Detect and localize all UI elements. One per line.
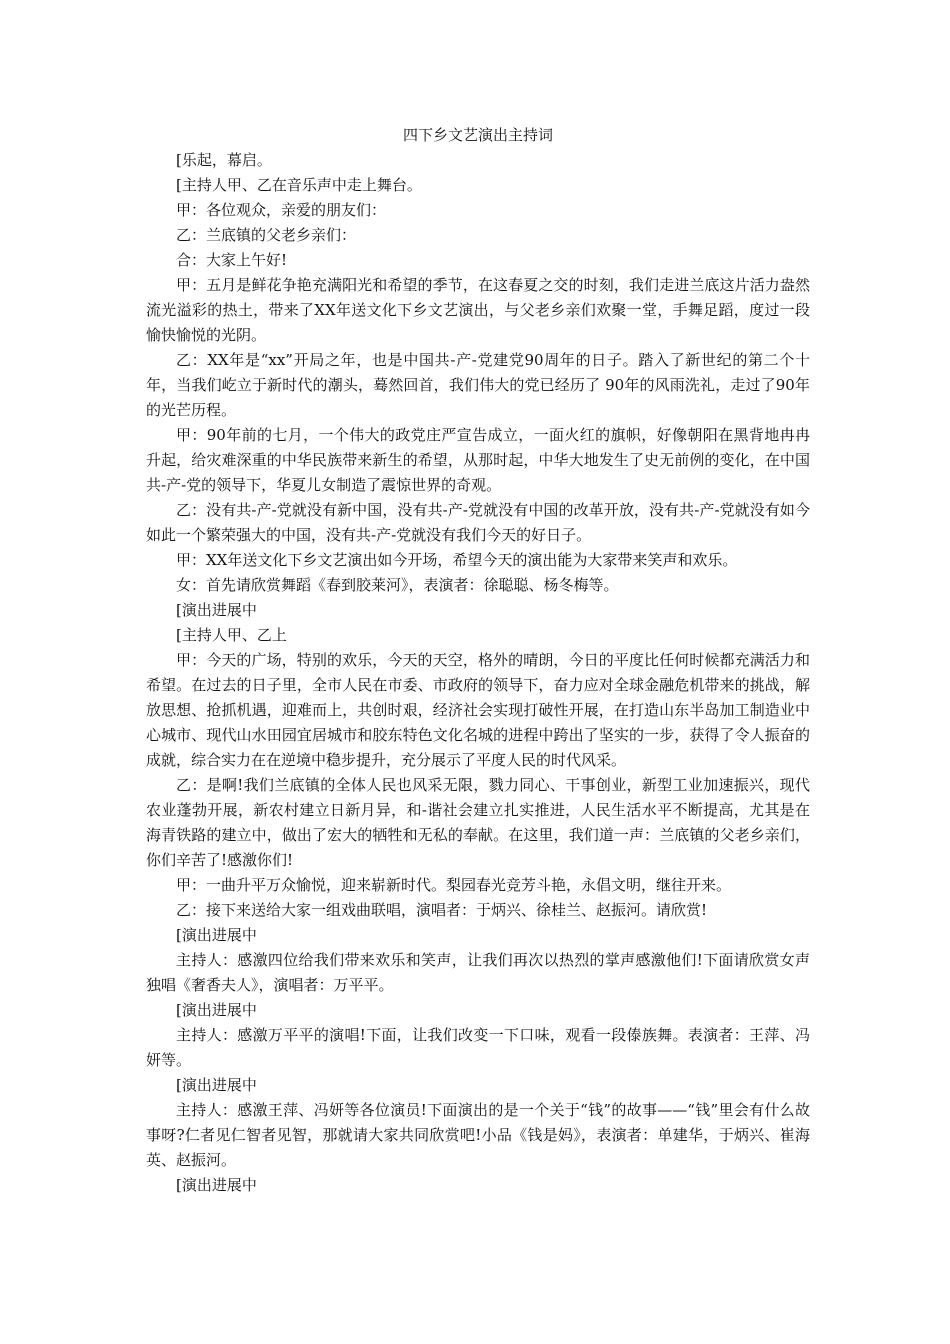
paragraph: 甲：XX年送文化下乡文艺演出如今开场，希望今天的演出能为大家带来笑声和欢乐。 [176, 551, 738, 569]
paragraph: [乐起，幕启。 [176, 151, 272, 169]
paragraph: 甲：90年前的七月，一个伟大的政党庄严宣告成立，一面火红的旗帜，好像朝阳在黑背地冉冉升起，给灾难深重的中华民族带来新生的希望，从那时起，中华大地发生了史无前例的变化，在中国共-产-党的领导下，华夏儿女制造了震惊世界的奇观。 [146, 426, 810, 494]
paragraph: [演出进展中 [176, 1076, 257, 1094]
paragraph: 乙：没有共-产-党就没有新中国，没有共-产-党就没有中国的改革开放，没有共-产-党就没有如今如此一个繁荣强大的中国，没有共-产-党就没有我们今天的好日子。 [146, 501, 810, 544]
paragraph: [演出进展中 [176, 1001, 257, 1019]
paragraph: [演出进展中 [176, 601, 257, 619]
paragraph: 甲：各位观众，亲爱的朋友们： [176, 201, 387, 219]
paragraph: [演出进展中 [176, 926, 257, 944]
paragraph: 甲：一曲升平万众愉悦，迎来崭新时代。梨园春光竞芳斗艳，永倡文明，继往开来。 [176, 876, 732, 894]
document-page [146, 122, 810, 1198]
paragraph: 乙：接下来送给大家一组戏曲联唱，演唱者：于炳兴、徐桂兰、赵振河。请欣赏! [176, 901, 708, 919]
paragraph: 女：首先请欣赏舞蹈《春到胶莱河》，表演者：徐聪聪、杨冬梅等。 [176, 576, 619, 594]
document-title: 四下乡文艺演出主持词 [402, 126, 553, 144]
paragraph: 甲：今天的广场，特别的欢乐，今天的天空，格外的晴朗，今日的平度比任何时候都充满活力和希望。在过去的日子里，全市人民在市委、市政府的领导下，奋力应对全球金融危机带来的挑战，解放思想、抢抓机遇，迎难而上，共创时艰，经济社会实现打破性开展，在打造山东半岛加工制造业中心城市、现代山水田园宜居城市和胶东特色文化名城的进程中跨出了坚实的一步，获得了令人振奋的成就，综合实力在在逆境中稳步提升，充分展示了平度人民的时代风采。 [146, 651, 810, 769]
paragraph: 乙：兰底镇的父老乡亲们： [176, 226, 357, 244]
paragraph: 主持人：感激万平平的演唱!下面，让我们改变一下口味，观看一段傣族舞。表演者：王萍、冯妍等。 [146, 1026, 810, 1069]
paragraph: 乙：是啊!我们兰底镇的全体人民也风采无限，戮力同心、干事创业，新型工业加速振兴，现代农业蓬勃开展，新农村建立日新月异，和-谐社会建立扎实推进，人民生活水平不断提高，尤其是在海青铁路的建立中，做出了宏大的牺牲和无私的奉献。在这里，我们道一声：兰底镇的父老乡亲们，你们辛苦了!感激你们! [146, 776, 810, 869]
paragraph: 乙：XX年是“xx”开局之年，也是中国共-产-党建党90周年的日子。踏入了新世纪的第二个十年，当我们屹立于新时代的潮头，蓦然回首，我们伟大的党已经历了 90年的风雨洗礼，走过了90年的光芒历程。 [146, 351, 810, 419]
paragraph: 甲：五月是鲜花争艳充满阳光和希望的季节，在这春夏之交的时刻，我们走进兰底这片活力盎然流光溢彩的热土，带来了XX年送文化下乡文艺演出，与父老乡亲们欢聚一堂，手舞足蹈，度过一段愉快愉悦的光阴。 [146, 276, 810, 344]
paragraph: [演出进展中 [176, 1176, 257, 1194]
paragraph: 主持人：感激王萍、冯妍等各位演员!下面演出的是一个关于“钱”的故事——“钱”里会有什么故事呀?仁者见仁智者见智，那就请大家共同欣赏吧!小品《钱是妈》，表演者：单建华，于炳兴、崔海英、赵振河。 [146, 1101, 810, 1169]
paragraph: 合：大家上午好! [176, 251, 288, 269]
paragraph: [主持人甲、乙在音乐声中走上舞台。 [176, 176, 422, 194]
paragraph: [主持人甲、乙上 [176, 626, 287, 644]
paragraph: 主持人：感激四位给我们带来欢乐和笑声，让我们再次以热烈的掌声感激他们!下面请欣赏女声独唱《奢香夫人》，演唱者：万平平。 [146, 951, 810, 994]
